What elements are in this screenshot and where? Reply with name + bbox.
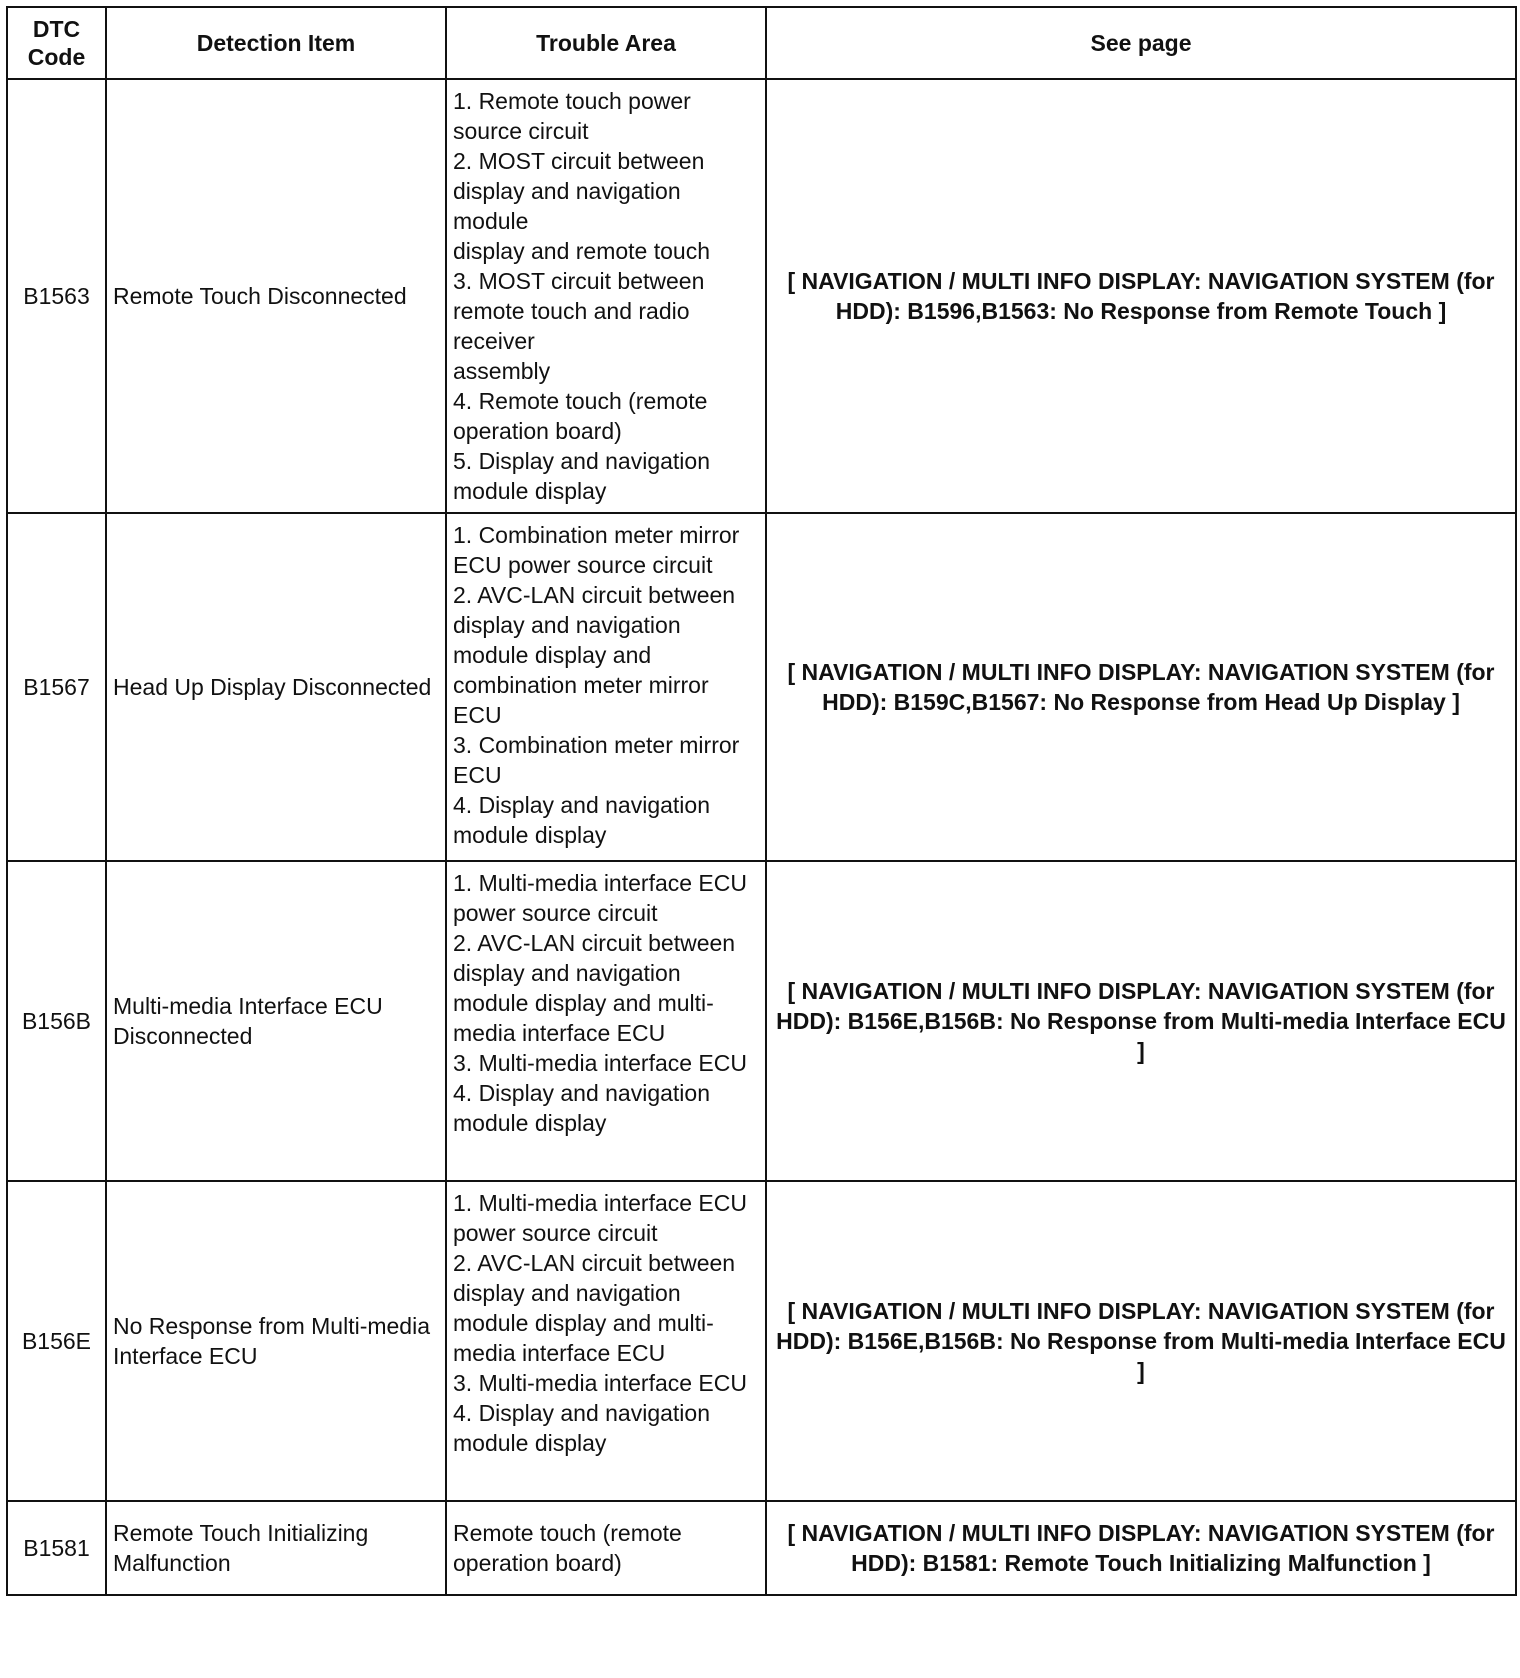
dtc-table-container: [6, 6, 1515, 1596]
see-page-link[interactable]: [ NAVIGATION / MULTI INFO DISPLAY: NAVIGATION SYSTEM (for HDD): B159C,B1567: No Response from Head Up Display ]: [766, 513, 1516, 861]
dtc-table: [6, 6, 1517, 1596]
header-detection-item: Detection Item: [106, 7, 446, 79]
dtc-code-cell: B156B: [7, 861, 106, 1181]
dtc-code-cell: B156E: [7, 1181, 106, 1501]
see-page-link[interactable]: [ NAVIGATION / MULTI INFO DISPLAY: NAVIGATION SYSTEM (for HDD): B1596,B1563: No Response from Remote Touch ]: [766, 79, 1516, 513]
table-row: [7, 861, 1516, 1181]
trouble-area-cell: 1. Multi-media interface ECU power source circuit 2. AVC-LAN circuit between display and navigation module display and multi-media interface ECU 3. Multi-media interface ECU 4. Display and navigation module display: [446, 1181, 766, 1501]
see-page-link[interactable]: [ NAVIGATION / MULTI INFO DISPLAY: NAVIGATION SYSTEM (for HDD): B156E,B156B: No Response from Multi-media Interface ECU ]: [766, 1181, 1516, 1501]
table-row: [7, 1181, 1516, 1501]
see-page-link[interactable]: [ NAVIGATION / MULTI INFO DISPLAY: NAVIGATION SYSTEM (for HDD): B156E,B156B: No Response from Multi-media Interface ECU ]: [766, 861, 1516, 1181]
detection-item-cell: Multi-media Interface ECU Disconnected: [106, 861, 446, 1181]
dtc-code-cell: B1563: [7, 79, 106, 513]
header-see-page: See page: [766, 7, 1516, 79]
detection-item-cell: Remote Touch Disconnected: [106, 79, 446, 513]
table-row: [7, 513, 1516, 861]
trouble-area-cell: 1. Remote touch power source circuit 2. MOST circuit between display and navigation module display and remote touch 3. MOST circuit between remote touch and radio receiver assembly 4. Remote touch (remote operation board) 5. Display and navigation module display: [446, 79, 766, 513]
header-dtc-code: DTC Code: [7, 7, 106, 79]
detection-item-cell: Remote Touch Initializing Malfunction: [106, 1501, 446, 1595]
trouble-area-cell: Remote touch (remote operation board): [446, 1501, 766, 1595]
dtc-code-cell: B1581: [7, 1501, 106, 1595]
trouble-area-cell: 1. Multi-media interface ECU power source circuit 2. AVC-LAN circuit between display and navigation module display and multi-media interface ECU 3. Multi-media interface ECU 4. Display and navigation module display: [446, 861, 766, 1181]
trouble-area-cell: 1. Combination meter mirror ECU power source circuit 2. AVC-LAN circuit between display and navigation module display and combination meter mirror ECU 3. Combination meter mirror ECU 4. Display and navigation module display: [446, 513, 766, 861]
see-page-link[interactable]: [ NAVIGATION / MULTI INFO DISPLAY: NAVIGATION SYSTEM (for HDD): B1581: Remote Touch Initializing Malfunction ]: [766, 1501, 1516, 1595]
detection-item-cell: No Response from Multi-media Interface ECU: [106, 1181, 446, 1501]
header-row: [7, 7, 1516, 79]
detection-item-cell: Head Up Display Disconnected: [106, 513, 446, 861]
header-trouble-area: Trouble Area: [446, 7, 766, 79]
dtc-code-cell: B1567: [7, 513, 106, 861]
table-row: [7, 79, 1516, 513]
table-row: [7, 1501, 1516, 1595]
